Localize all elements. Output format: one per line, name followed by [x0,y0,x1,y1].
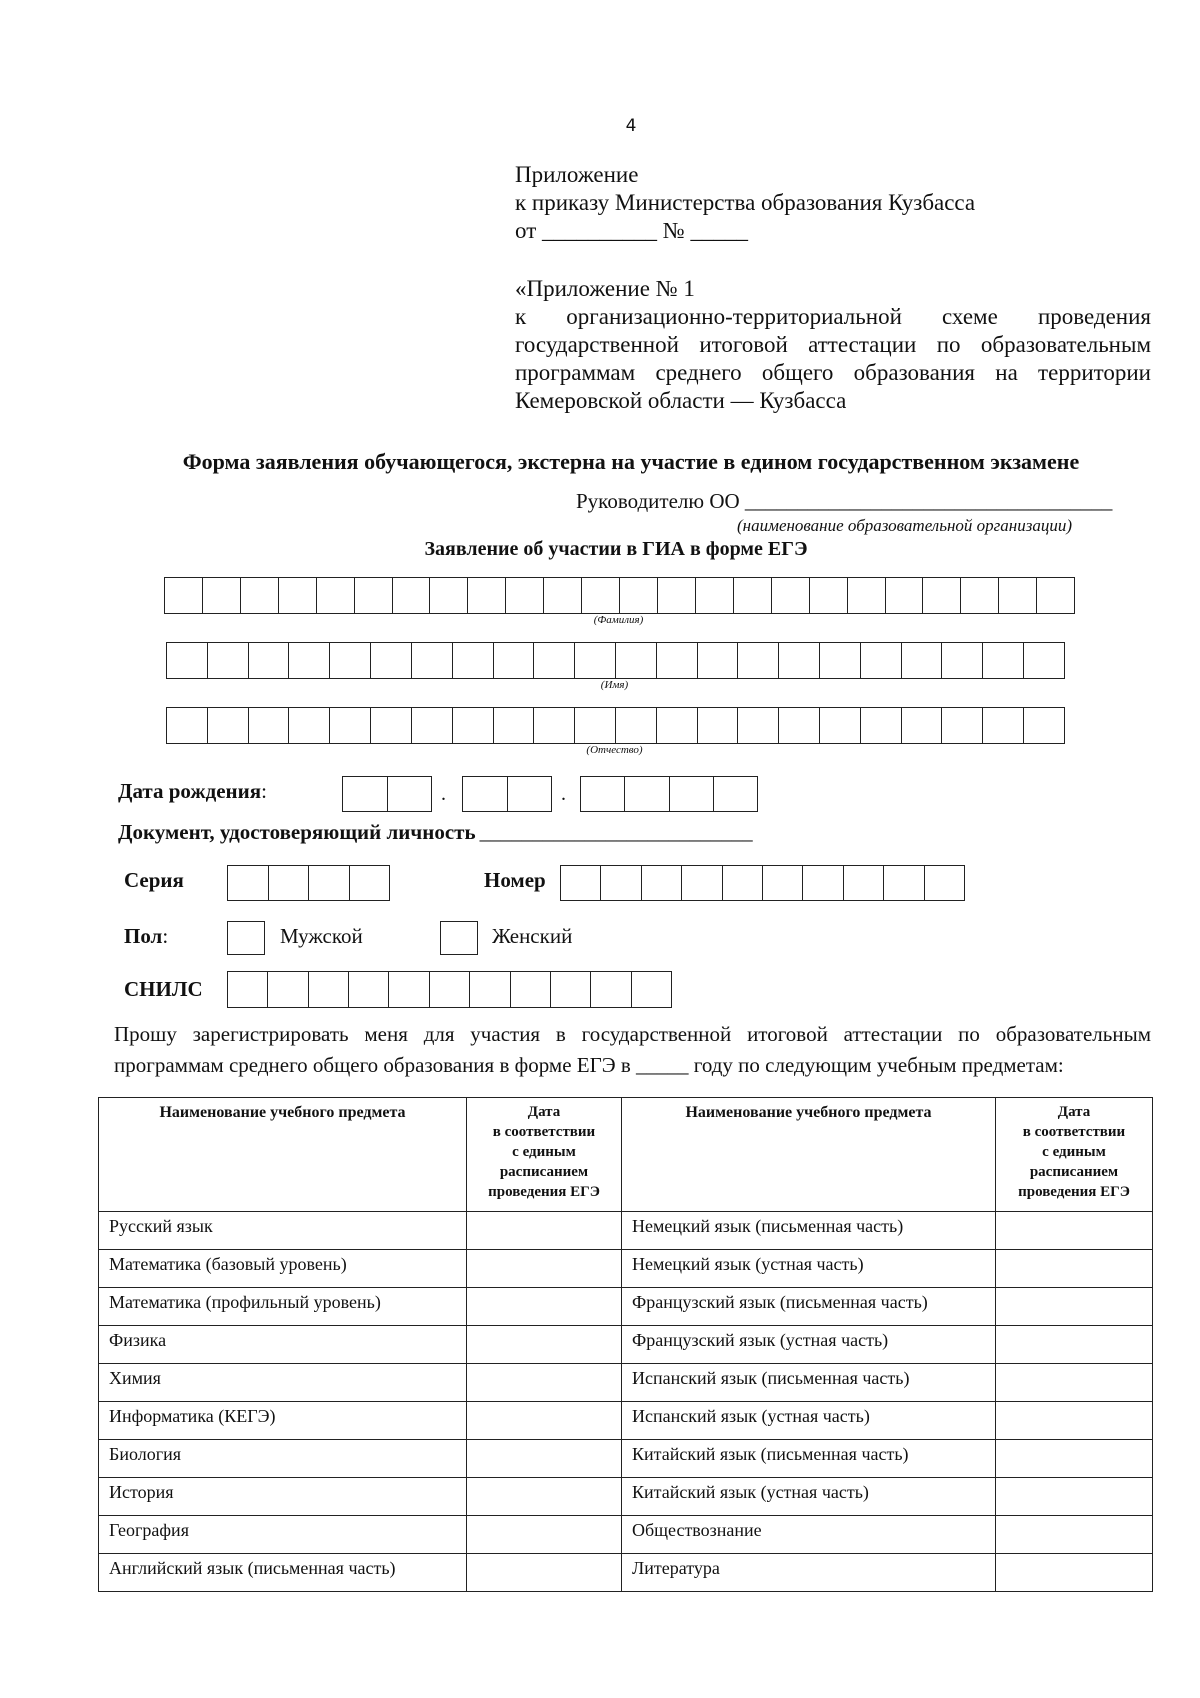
letter-box[interactable] [1037,578,1074,613]
digit-box[interactable] [682,866,722,900]
digit-box[interactable] [508,777,552,811]
letter-box[interactable] [983,708,1024,743]
series-boxes[interactable] [227,865,390,901]
date-cell[interactable] [467,1288,622,1326]
digit-box[interactable] [625,777,669,811]
letter-box[interactable] [494,708,535,743]
digit-box[interactable] [349,972,389,1007]
date-cell[interactable] [467,1516,622,1554]
statement-title: Заявление об участии в ГИА в форме ЕГЭ [424,538,808,560]
subject-cell: Французский язык (устная часть) [622,1326,996,1364]
female-label: Женский [492,924,573,948]
date-header-line: с единым [1042,1144,1106,1160]
letter-box[interactable] [942,643,983,678]
digit-box[interactable] [269,866,310,900]
letter-box[interactable] [241,578,279,613]
date-cell[interactable] [996,1288,1153,1326]
digit-box[interactable] [561,866,601,900]
digit-box[interactable] [511,972,551,1007]
surname-hint: (Фамилия) [593,614,644,626]
letter-box[interactable] [494,643,535,678]
letter-box[interactable] [698,643,739,678]
letter-box[interactable] [393,578,431,613]
addressee-hint: (наименование образовательной организации) [737,516,1073,535]
table-row [99,1364,1153,1402]
subject-cell: Математика (базовый уровень) [99,1250,467,1288]
date-column-header [996,1098,1153,1212]
letter-box[interactable] [657,708,698,743]
number-label: Номер [484,868,546,892]
letter-box[interactable] [208,643,249,678]
date-cell[interactable] [467,1478,622,1516]
subject-cell: География [99,1516,467,1554]
subject-cell: Испанский язык (письменная часть) [622,1364,996,1402]
subject-cell: Испанский язык (устная часть) [622,1402,996,1440]
page-number: 4 [625,116,637,136]
letter-box[interactable] [616,708,657,743]
date-header-line: в соответствии [492,1124,596,1140]
letter-box[interactable] [861,708,902,743]
request-line-2: программам среднего общего образования в форме ЕГЭ в _____ году по следующим учебным предметам: [114,1053,1064,1077]
subjects-table [98,1097,1153,1592]
digit-box[interactable] [632,972,671,1007]
letter-box[interactable] [848,578,886,613]
gender-colon: : [162,924,169,948]
digit-box[interactable] [884,866,924,900]
date-header-line: проведения ЕГЭ [488,1184,600,1200]
subject-cell: Немецкий язык (письменная часть) [622,1212,996,1250]
digit-box[interactable] [844,866,884,900]
subject-cell: Немецкий язык (устная часть) [622,1250,996,1288]
date-separator: . [441,783,446,805]
letter-box[interactable] [430,578,468,613]
letter-box[interactable] [279,578,317,613]
date-header-line: расписанием [1029,1164,1119,1180]
date-cell[interactable] [996,1364,1153,1402]
letter-box[interactable] [886,578,924,613]
letter-box[interactable] [923,578,961,613]
letter-box[interactable] [167,643,208,678]
date-cell[interactable] [467,1250,622,1288]
addressee-line[interactable]: Руководителю ОО ___________________________________ [576,489,1113,513]
digit-box[interactable] [463,777,508,811]
birth-month-boxes[interactable] [462,776,552,812]
request-line-1: Прошу зарегистрировать меня для участия в государственной итоговой аттестации по образовательным [114,1022,1151,1046]
date-cell[interactable] [996,1402,1153,1440]
date-header-line: расписанием [499,1164,589,1180]
table-row [99,1554,1153,1592]
letter-box[interactable] [820,643,861,678]
digit-box[interactable] [470,972,510,1007]
digit-box[interactable] [389,972,429,1007]
letter-box[interactable] [983,643,1024,678]
subject-cell: Химия [99,1364,467,1402]
form-title: Форма заявления обучающегося, экстерна на участие в едином государственном экзамене [182,449,1080,474]
subject-cell: Китайский язык (устная часть) [622,1478,996,1516]
surname-boxes[interactable] [164,577,1075,614]
id-document-line[interactable]: __________________________ [479,820,753,844]
patronymic-boxes[interactable] [166,707,1065,744]
letter-box[interactable] [616,643,657,678]
annex-header [515,275,1151,415]
letter-box[interactable] [249,643,290,678]
subject-column-header: Наименование учебного предмета [622,1098,996,1212]
digit-box[interactable] [309,972,349,1007]
patronymic-hint: (Отчество) [586,744,643,756]
letter-box[interactable] [317,578,355,613]
date-cell[interactable] [996,1250,1153,1288]
subject-cell: Физика [99,1326,467,1364]
subject-cell: Биология [99,1440,467,1478]
letter-box[interactable] [371,643,412,678]
letter-box[interactable] [698,708,739,743]
digit-box[interactable] [343,777,388,811]
gender-label-text: Пол [124,924,163,948]
letter-box[interactable] [355,578,393,613]
subject-column-header: Наименование учебного предмета [99,1098,467,1212]
subject-cell: Обществознание [622,1516,996,1554]
letter-box[interactable] [902,708,943,743]
subject-cell: Информатика (КЕГЭ) [99,1402,467,1440]
letter-box[interactable] [412,708,453,743]
date-cell[interactable] [996,1516,1153,1554]
letter-box[interactable] [1024,643,1064,678]
subject-cell: Русский язык [99,1212,467,1250]
table-row [99,1212,1153,1250]
letter-box[interactable] [657,643,698,678]
letter-box[interactable] [696,578,734,613]
subject-cell: Литература [622,1554,996,1592]
table-row [99,1402,1153,1440]
table-row [99,1478,1153,1516]
digit-box[interactable] [268,972,308,1007]
digit-box[interactable] [714,777,757,811]
annex-text: к организационно-территориальной схеме проведения государственной итоговой аттестации по образовательным программам среднего общего образования на территории Кемеровской области — Кузбасса [515,304,1151,413]
male-label: Мужской [280,924,363,948]
date-header-line: с единым [512,1144,576,1160]
subject-cell: Математика (профильный уровень) [99,1288,467,1326]
snils-label: СНИЛС [124,977,203,1001]
digit-box[interactable] [309,866,350,900]
date-header-line: Дата [1057,1104,1091,1120]
name-hint: (Имя) [600,679,629,691]
letter-box[interactable] [902,643,943,678]
date-header-line: в соответствии [1022,1124,1126,1140]
digit-box[interactable] [430,972,470,1007]
date-cell[interactable] [467,1554,622,1592]
digit-box[interactable] [763,866,803,900]
date-cell[interactable] [996,1326,1153,1364]
letter-box[interactable] [330,643,371,678]
letter-box[interactable] [779,643,820,678]
letter-box[interactable] [453,708,494,743]
letter-box[interactable] [289,708,330,743]
letter-box[interactable] [544,578,582,613]
subject-cell: Французский язык (письменная часть) [622,1288,996,1326]
subject-cell: История [99,1478,467,1516]
birth-year-boxes[interactable] [580,776,758,812]
letter-box[interactable] [167,708,208,743]
snils-boxes[interactable] [227,971,672,1008]
letter-box[interactable] [249,708,290,743]
date-cell[interactable] [996,1478,1153,1516]
digit-box[interactable] [228,972,268,1007]
name-boxes[interactable] [166,642,1065,679]
digit-box[interactable] [723,866,763,900]
letter-box[interactable] [620,578,658,613]
letter-box[interactable] [820,708,861,743]
letter-box[interactable] [942,708,983,743]
digit-box[interactable] [803,866,843,900]
series-label: Серия [124,868,184,892]
date-cell[interactable] [467,1402,622,1440]
birth-date-label [118,779,267,804]
date-cell[interactable] [467,1364,622,1402]
number-boxes[interactable] [560,865,965,901]
date-cell[interactable] [996,1440,1153,1478]
letter-box[interactable] [165,578,203,613]
letter-box[interactable] [961,578,999,613]
letter-box[interactable] [1024,708,1064,743]
letter-box[interactable] [330,708,371,743]
letter-box[interactable] [734,578,772,613]
date-cell[interactable] [467,1326,622,1364]
table-row [99,1516,1153,1554]
digit-box[interactable] [670,777,714,811]
letter-box[interactable] [289,643,330,678]
letter-box[interactable] [738,643,779,678]
birth-date-text: Дата рождения [118,779,262,803]
digit-box[interactable] [350,866,390,900]
table-row [99,1288,1153,1326]
letter-box[interactable] [453,643,494,678]
appendix-header [515,161,1151,245]
subject-cell: Английский язык (письменная часть) [99,1554,467,1592]
letter-box[interactable] [575,643,616,678]
date-separator: . [561,783,566,805]
appendix-line-1: Приложение [515,162,639,187]
date-header-line: проведения ЕГЭ [1018,1184,1130,1200]
digit-box[interactable] [591,972,631,1007]
letter-box[interactable] [582,578,620,613]
letter-box[interactable] [534,643,575,678]
table-header-row [99,1098,1153,1212]
digit-box[interactable] [228,866,269,900]
letter-box[interactable] [412,643,453,678]
date-column-header [467,1098,622,1212]
letter-box[interactable] [208,708,249,743]
id-document-label: Документ, удостоверяющий личность [118,820,476,844]
letter-box[interactable] [779,708,820,743]
annex-title: «Приложение № 1 [515,276,695,301]
birth-date-colon: : [261,779,267,803]
digit-box[interactable] [925,866,964,900]
digit-box[interactable] [581,777,625,811]
gender-label [124,924,168,949]
letter-box[interactable] [810,578,848,613]
table-row [99,1440,1153,1478]
date-cell[interactable] [996,1212,1153,1250]
letter-box[interactable] [468,578,506,613]
table-row [99,1250,1153,1288]
letter-box[interactable] [999,578,1037,613]
letter-box[interactable] [203,578,241,613]
digit-box[interactable] [551,972,591,1007]
letter-box[interactable] [371,708,412,743]
letter-box[interactable] [534,708,575,743]
appendix-line-2: к приказу Министерства образования Кузбасса [515,190,976,215]
male-checkbox[interactable] [227,921,265,955]
letter-box[interactable] [506,578,544,613]
date-cell[interactable] [467,1440,622,1478]
letter-box[interactable] [658,578,696,613]
letter-box[interactable] [575,708,616,743]
digit-box[interactable] [388,777,432,811]
id-document-row [118,820,753,845]
birth-day-boxes[interactable] [342,776,432,812]
digit-box[interactable] [601,866,641,900]
date-header-line: Дата [527,1104,561,1120]
date-cell[interactable] [996,1554,1153,1592]
letter-box[interactable] [861,643,902,678]
table-row [99,1326,1153,1364]
appendix-line-3: от __________ № _____ [515,218,748,243]
subject-cell: Китайский язык (письменная часть) [622,1440,996,1478]
letter-box[interactable] [772,578,810,613]
digit-box[interactable] [642,866,682,900]
female-checkbox[interactable] [440,921,478,955]
date-cell[interactable] [467,1212,622,1250]
letter-box[interactable] [738,708,779,743]
